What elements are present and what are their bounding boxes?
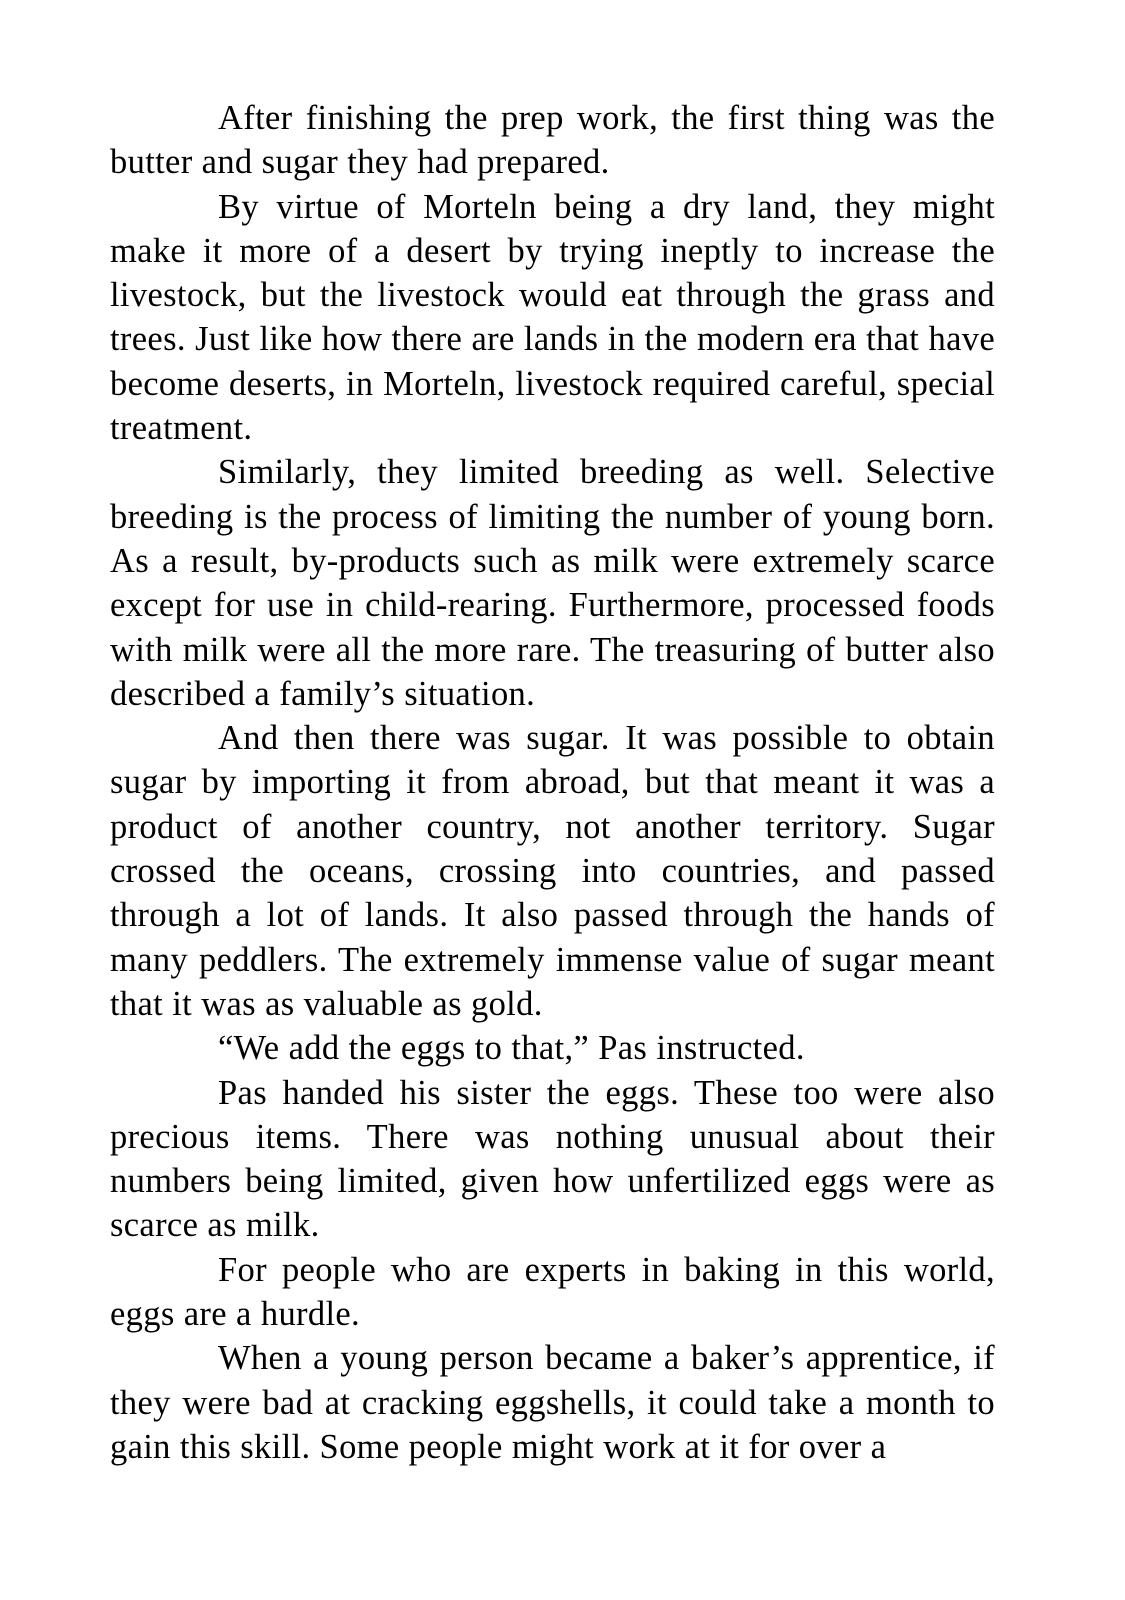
paragraph: “We add the eggs to that,” Pas instructed. — [218, 1029, 805, 1068]
body-text-column — [110, 96, 995, 1469]
paragraph: After finishing the prep work, the first thing was the butter and sugar they had prepared. — [110, 99, 995, 182]
paragraph: By virtue of Morteln being a dry land, they might make it more of a desert by trying ineptly to increase the livestock, but the livestock would eat through the grass and trees. Just like how there are lands in the modern era that have become deserts, in Morteln, livestock required careful, special treatment. — [110, 187, 995, 448]
paragraph: For people who are experts in baking in this world, eggs are a hurdle. — [110, 1250, 995, 1334]
paragraph: Similarly, they limited breeding as well. Selective breeding is the process of limiting the number of young born. As a result, by-products such as milk were extremely scarce except for use in child-rearing. Furthermore, processed foods with milk were all the more rare. The treasuring of butter also described a family’s situation. — [110, 453, 995, 713]
paragraph: Pas handed his sister the eggs. These too were also precious items. There was nothing unusual about their numbers being limited, given how unfertilized eggs were as scarce as milk. — [110, 1073, 995, 1245]
paragraph: And then there was sugar. It was possible to obtain sugar by importing it from abroad, but that meant it was a product of another country, not another territory. Sugar crossed the oceans, crossing into countries, and passed through a lot of lands. It also passed through the hands of many peddlers. The extremely immense value of sugar meant that it was as valuable as gold. — [110, 719, 995, 1023]
paragraph: When a young person became a baker’s apprentice, if they were bad at cracking eggshells, it could take a month to gain this skill. Some people might work at it for over a — [110, 1339, 995, 1466]
